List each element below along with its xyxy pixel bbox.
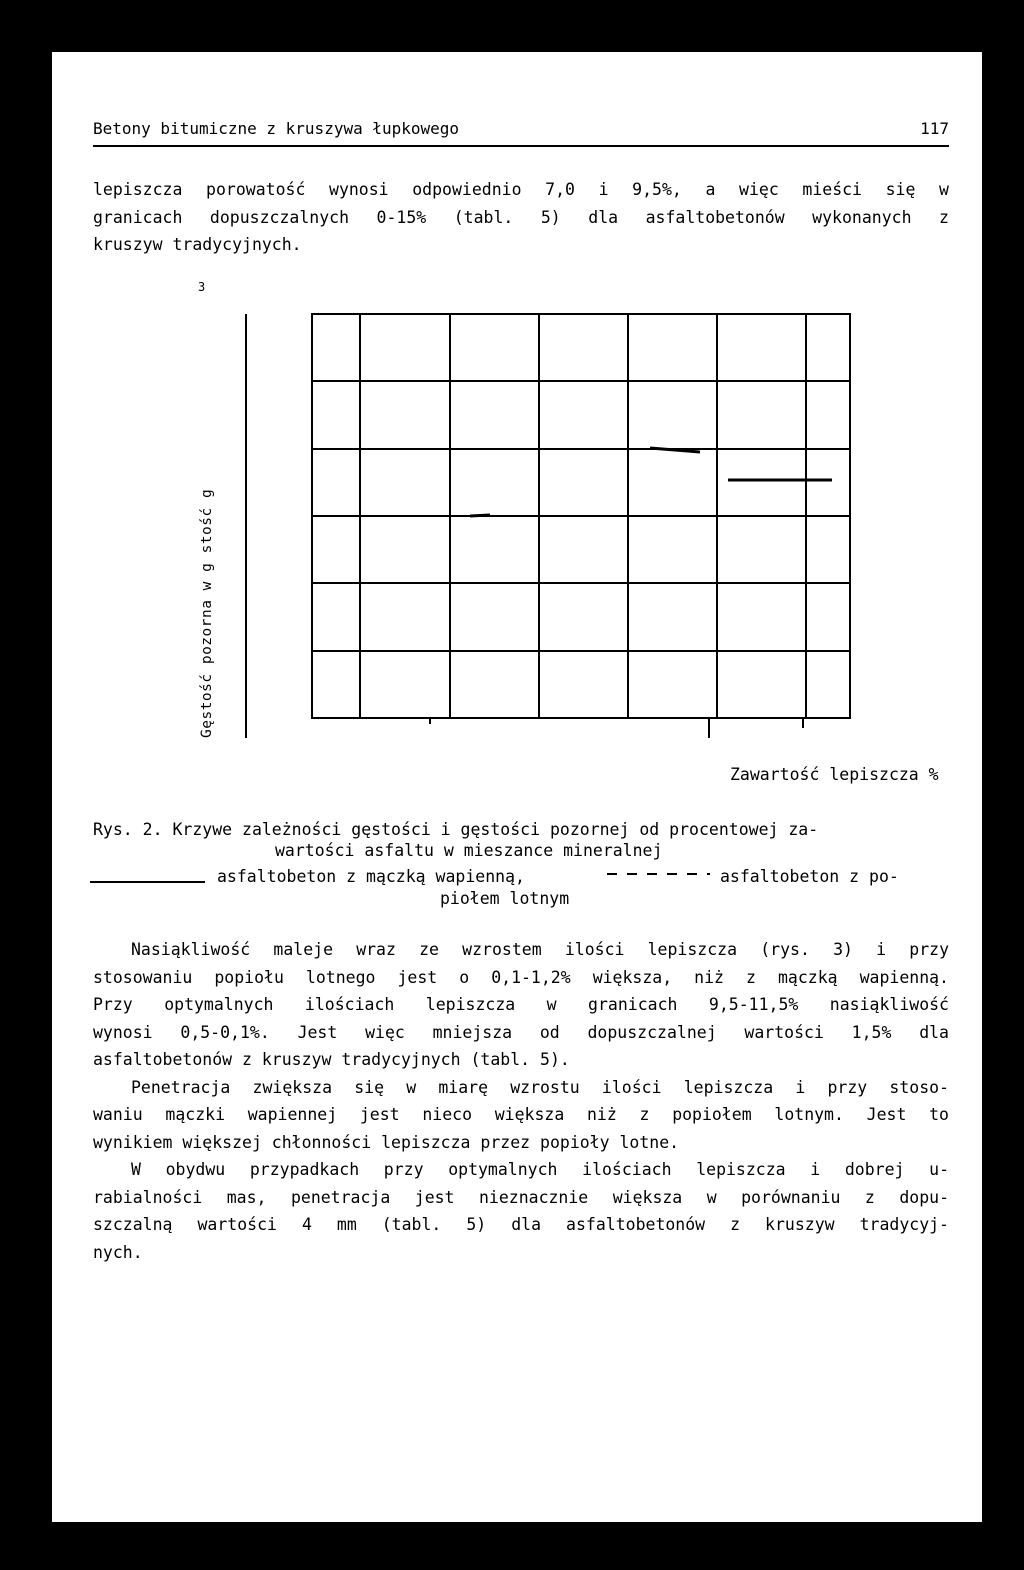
header-title: Betony bitumiczne z kruszywa łupkowego	[93, 119, 460, 138]
legend-dashed-text: asfaltobeton z po-	[720, 867, 899, 886]
page-background	[52, 52, 982, 1522]
text-line: kruszyw tradycyjnych.	[93, 235, 302, 254]
y-axis-label: Gęstość pozorna w g stość g	[199, 488, 215, 738]
text-line: Penetracja zwiększa się w miarę wzrostu ilości lepiszcza i przy stoso-	[131, 1077, 949, 1097]
text-line: W obydwu przypadkach przy optymalnych ilościach lepiszcza i dobrej u-	[131, 1160, 949, 1179]
text-line: szczalną wartości 4 mm (tabl. 5) dla asfaltobetonów z kruszyw tradycyj-	[93, 1215, 949, 1234]
legend-solid-text: asfaltobeton z mączką wapienną,	[217, 867, 525, 886]
caption-line: Rys. 2. Krzywe zależności gęstości i gęstości pozornej od procentowej za-	[93, 820, 819, 839]
body-paragraphs	[93, 936, 949, 1266]
text-line: granicach dopuszczalnych 0-15% (tabl. 5) dla asfaltobetonów wykonanych z	[93, 207, 949, 227]
text-line: wynikiem większej chłonności lepiszcza przez popioły lotne.	[93, 1132, 680, 1152]
x-axis-label: Zawartość lepiszcza %	[730, 765, 939, 784]
text-line: wynosi 0,5-0,1%. Jest więc mniejsza od dopuszczalnej wartości 1,5% dla	[93, 1022, 949, 1042]
running-header	[93, 119, 949, 147]
text-line: Nasiąkliwość maleje wraz ze wzrostem ilości lepiszcza (rys. 3) i przy	[131, 940, 949, 959]
text-line: asfaltobetonów z kruszyw tradycyjnych (tabl. 5).	[93, 1050, 570, 1069]
text-line: Przy optymalnych ilościach lepiszcza w granicach 9,5-11,5% nasiąkliwość	[93, 995, 949, 1014]
text-line: rabialności mas, penetracja jest nieznacznie większa w porównaniu z dopu-	[93, 1187, 949, 1207]
intro-paragraph	[93, 176, 949, 259]
legend-dashed-text: piołem lotnym	[440, 889, 570, 908]
text-line: lepiszcza porowatość wynosi odpowiednio 7,0 i 9,5%, a więc mieści się w	[93, 180, 949, 199]
page-number: 117	[920, 119, 949, 138]
text-line: waniu mączki wapiennej jest nieco większa niż z popiołem lotnym. Jest to	[93, 1105, 949, 1124]
y-axis-unit: 3	[198, 280, 206, 294]
caption-line: wartości asfaltu w mieszance mineralnej	[275, 841, 663, 860]
text-line: nych.	[93, 1242, 143, 1262]
text-line: stosowaniu popiołu lotnego jest o 0,1-1,2% większa, niż z mączką wapienną.	[93, 967, 949, 987]
